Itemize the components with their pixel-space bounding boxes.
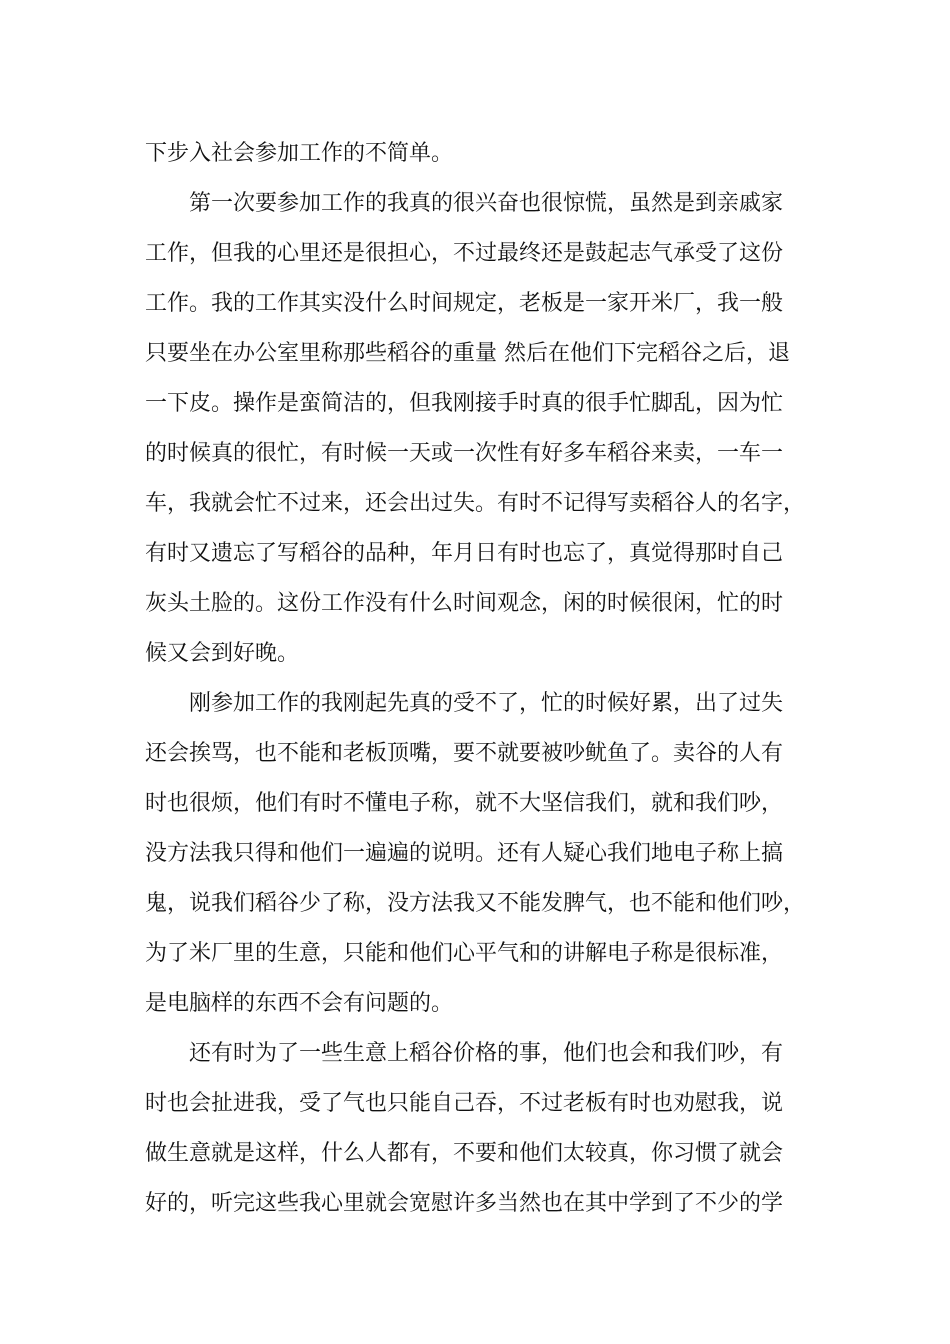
text-line: 有时又遗忘了写稻谷的品种，年月日有时也忘了，真觉得那时自己 bbox=[145, 541, 784, 566]
text-line: 做生意就是这样，什么人都有，不要和他们太较真，你习惯了就会 bbox=[145, 1141, 784, 1166]
text-line: 候又会到好晚。 bbox=[145, 641, 300, 666]
text-line: 只要坐在办公室里称那些稻谷的重量 然后在他们下完稻谷之后，退 bbox=[145, 341, 790, 366]
text-line: 下步入社会参加工作的不简单。 bbox=[145, 141, 454, 166]
text-line: 是电脑样的东西不会有问题的。 bbox=[145, 991, 454, 1016]
text-line: 时也会扯进我，受了气也只能自己吞，不过老板有时也劝慰我，说 bbox=[145, 1091, 784, 1116]
text-line: 一下皮。操作是蛮简洁的，但我刚接手时真的很手忙脚乱，因为忙 bbox=[145, 391, 784, 416]
text-line: 时也很烦，他们有时不懂电子称，就不大坚信我们，就和我们吵， bbox=[145, 791, 784, 816]
text-line: 工作，但我的心里还是很担心，不过最终还是鼓起志气承受了这份 bbox=[145, 241, 784, 266]
text-line: 车，我就会忙不过来，还会出过失。有时不记得写卖稻谷人的名字， bbox=[145, 491, 806, 516]
text-line: 好的，听完这些我心里就会宽慰许多当然也在其中学到了不少的学 bbox=[145, 1191, 784, 1216]
text-line: 工作。我的工作其实没什么时间规定，老板是一家开米厂，我一般 bbox=[145, 291, 784, 316]
paragraph-first-line: 刚参加工作的我刚起先真的受不了，忙的时候好累，出了过失 bbox=[189, 691, 784, 716]
text-line: 为了米厂里的生意，只能和他们心平气和的讲解电子称是很标准， bbox=[145, 941, 784, 966]
document-body bbox=[145, 129, 825, 1229]
paragraph-first-line: 还有时为了一些生意上稻谷价格的事，他们也会和我们吵，有 bbox=[189, 1041, 784, 1066]
text-line: 没方法我只得和他们一遍遍的说明。还有人疑心我们地电子称上搞 bbox=[145, 841, 784, 866]
text-line: 还会挨骂，也不能和老板顶嘴，要不就要被吵鱿鱼了。卖谷的人有 bbox=[145, 741, 784, 766]
text-line: 灰头土脸的。这份工作没有什么时间观念，闲的时候很闲，忙的时 bbox=[145, 591, 784, 616]
paragraph-first-line: 第一次要参加工作的我真的很兴奋也很惊慌，虽然是到亲戚家 bbox=[189, 191, 784, 216]
text-line: 的时候真的很忙，有时候一天或一次性有好多车稻谷来卖，一车一 bbox=[145, 441, 784, 466]
text-line: 鬼，说我们稻谷少了称，没方法我又不能发脾气，也不能和他们吵， bbox=[145, 891, 806, 916]
